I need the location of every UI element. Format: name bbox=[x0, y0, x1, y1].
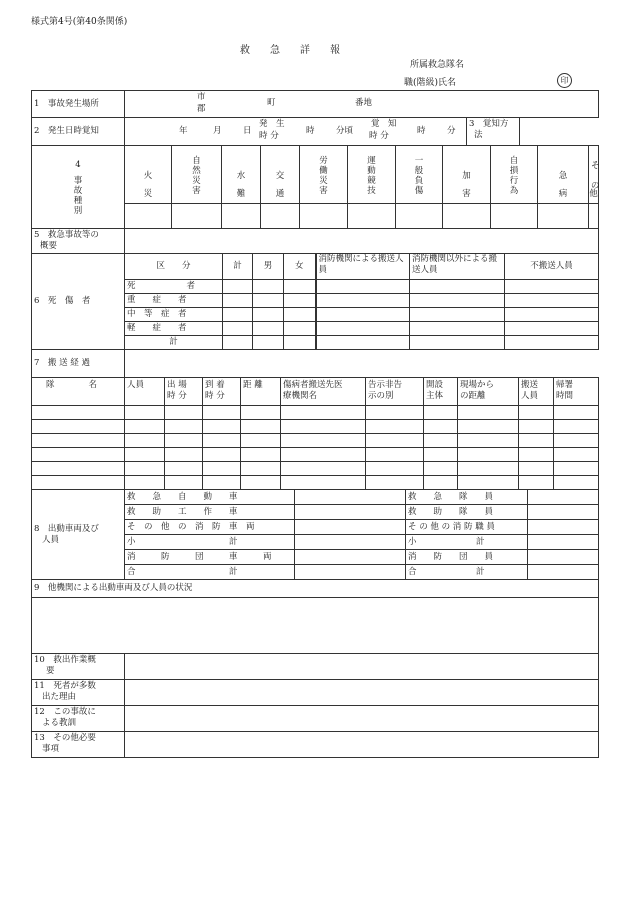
accident-type-char: 運 bbox=[367, 155, 376, 166]
town-label: 町 bbox=[267, 98, 276, 108]
accident-location-label: 1 事故発生場所 bbox=[32, 91, 125, 118]
form-number: 様式第4号(第40条関係) bbox=[31, 17, 128, 27]
casualty-count-cell[interactable] bbox=[253, 280, 284, 294]
personnel-type-label: そ の 他 の 消 防 職 員 bbox=[406, 520, 528, 535]
accident-type-char: 為 bbox=[509, 185, 519, 196]
transport-cell[interactable] bbox=[125, 448, 165, 462]
transport-cell[interactable] bbox=[281, 448, 366, 462]
accident-type-header bbox=[172, 146, 222, 204]
transport-column-header: 傷病者搬送先医 療機関名 bbox=[281, 378, 366, 406]
transport-cell[interactable] bbox=[241, 476, 281, 490]
casualty-count-cell[interactable] bbox=[505, 308, 599, 322]
casualty-female-header: 女 bbox=[284, 254, 316, 280]
accident-type-count-cell[interactable] bbox=[538, 204, 589, 229]
accident-type-char: 働 bbox=[319, 165, 328, 176]
transport-column-header: 搬送 人員 bbox=[519, 378, 554, 406]
accident-type-char: 一 bbox=[414, 155, 424, 166]
form-title: 救 急 詳 報 bbox=[240, 45, 340, 56]
transport-cell[interactable] bbox=[458, 448, 519, 462]
accident-type-char: 別 bbox=[73, 206, 83, 216]
fire-transport-header: 消防機関による搬送人員 bbox=[316, 254, 410, 280]
city-label: 市 bbox=[197, 92, 206, 102]
transport-column-header: 出 場 時 分 bbox=[165, 378, 203, 406]
other-agencies-label: 9 他機関による出動車両及び人員の状況 bbox=[32, 580, 599, 598]
occurrence-label: 発 生 bbox=[259, 119, 285, 129]
accident-type-char: 災 bbox=[192, 175, 201, 186]
lessons-label bbox=[32, 706, 125, 732]
rescue-summary-label bbox=[32, 654, 125, 680]
row-other-agencies bbox=[31, 579, 599, 654]
personnel-count-cell[interactable] bbox=[528, 565, 599, 580]
accident-type-header bbox=[300, 146, 348, 204]
no-transport-header: 不搬送人員 bbox=[505, 254, 599, 280]
accident-type-label bbox=[32, 146, 125, 229]
casualty-category-label: 重 症 者 bbox=[125, 294, 223, 308]
transport-cell[interactable] bbox=[424, 476, 458, 490]
accident-type-char: 般 bbox=[414, 165, 424, 176]
transport-cell[interactable] bbox=[554, 476, 599, 490]
occurrence-time-label: 時 分 bbox=[259, 131, 279, 141]
row-vehicles-personnel bbox=[31, 489, 599, 580]
accident-type-char: 火 bbox=[143, 170, 153, 181]
hour-label: 時 bbox=[306, 126, 315, 136]
vehicle-count-cell[interactable] bbox=[295, 505, 406, 520]
rescue-summary-label-b: 要 bbox=[46, 666, 55, 676]
awareness-method-label bbox=[467, 118, 520, 146]
casualty-count-cell[interactable] bbox=[316, 308, 410, 322]
casualty-count-cell[interactable] bbox=[223, 308, 253, 322]
transport-cell[interactable] bbox=[241, 448, 281, 462]
accident-location-field[interactable] bbox=[125, 91, 599, 118]
casualty-category-header: 区 分 bbox=[125, 254, 223, 280]
vehicle-count-cell[interactable] bbox=[295, 550, 406, 565]
row-summary bbox=[31, 228, 599, 254]
accident-type-char: 動 bbox=[367, 165, 376, 176]
casualty-count-cell[interactable] bbox=[223, 322, 253, 336]
transport-cell[interactable] bbox=[203, 476, 241, 490]
transport-cell[interactable] bbox=[424, 434, 458, 448]
row-transport-progress bbox=[31, 349, 599, 378]
vehicle-type-label: 小 計 bbox=[125, 535, 295, 550]
accident-type-header bbox=[396, 146, 443, 204]
transport-cell[interactable] bbox=[125, 420, 165, 434]
row-final-sections bbox=[31, 653, 599, 758]
transport-column-header: 到 着 時 分 bbox=[203, 378, 241, 406]
transport-cell[interactable] bbox=[125, 462, 165, 476]
rescue-summary-label-a: 10 救出作業概 bbox=[34, 655, 96, 665]
vehicle-count-cell[interactable] bbox=[295, 565, 406, 580]
casualty-count-cell[interactable] bbox=[316, 336, 410, 350]
vehicle-type-label: 救 助 工 作 車 bbox=[125, 505, 295, 520]
accident-type-char: 害 bbox=[192, 185, 201, 196]
transport-column-header: 開設 主体 bbox=[424, 378, 458, 406]
personnel-type-label: 救 急 隊 員 bbox=[406, 490, 528, 505]
casualty-category-label: 中 等 症 者 bbox=[125, 308, 223, 322]
personnel-type-label: 小 計 bbox=[406, 535, 528, 550]
casualty-count-cell[interactable] bbox=[253, 308, 284, 322]
day-label: 日 bbox=[243, 126, 252, 136]
accident-type-header bbox=[491, 146, 538, 204]
transport-cell[interactable] bbox=[366, 434, 424, 448]
casualty-count-cell[interactable] bbox=[410, 308, 505, 322]
vehicle-type-label: 消 防 団 車 両 bbox=[125, 550, 295, 565]
casualty-total-header: 計 bbox=[223, 254, 253, 280]
month-label: 月 bbox=[213, 126, 222, 136]
accident-type-count-cell[interactable] bbox=[396, 204, 443, 229]
row-accident-location bbox=[31, 90, 599, 118]
casualty-count-cell[interactable] bbox=[410, 280, 505, 294]
county-label: 郡 bbox=[197, 104, 206, 114]
accident-type-header bbox=[222, 146, 261, 204]
casualty-count-cell[interactable] bbox=[223, 280, 253, 294]
transport-cell[interactable] bbox=[125, 406, 165, 420]
accident-type-char: 技 bbox=[367, 185, 376, 196]
accident-type-count-cell[interactable] bbox=[222, 204, 261, 229]
accident-type-char: 災 bbox=[319, 175, 328, 186]
accident-type-char: 労 bbox=[319, 155, 328, 166]
accident-type-char: 急 bbox=[558, 170, 568, 181]
accident-type-count-cell[interactable] bbox=[300, 204, 348, 229]
other-matters-field[interactable] bbox=[125, 732, 599, 758]
transport-cell[interactable] bbox=[125, 476, 165, 490]
accident-type-char: 加 bbox=[462, 170, 471, 181]
transport-cell[interactable] bbox=[281, 462, 366, 476]
transport-cell[interactable] bbox=[281, 420, 366, 434]
accident-type-char: 種 bbox=[73, 196, 83, 206]
accident-type-header bbox=[443, 146, 491, 204]
casualty-count-cell[interactable] bbox=[284, 294, 316, 308]
accident-type-char: 病 bbox=[558, 189, 568, 199]
other-transport-header: 消防機関以外による搬送人員 bbox=[410, 254, 505, 280]
transport-cell[interactable] bbox=[32, 406, 125, 420]
accident-type-char: 害 bbox=[462, 189, 471, 199]
accident-type-char: 競 bbox=[367, 175, 376, 186]
transport-table bbox=[31, 377, 599, 490]
deaths-reason-label-b: 出た理由 bbox=[42, 692, 77, 702]
accident-type-char: 行 bbox=[509, 175, 519, 186]
transport-cell[interactable] bbox=[165, 406, 203, 420]
accident-type-header bbox=[125, 146, 172, 204]
transport-column-header: 距 離 bbox=[241, 378, 281, 406]
datetime-field[interactable] bbox=[125, 118, 467, 146]
vehicle-count-cell[interactable] bbox=[295, 535, 406, 550]
accident-type-count-cell[interactable] bbox=[348, 204, 396, 229]
year-label: 年 bbox=[179, 126, 188, 136]
transport-cell[interactable] bbox=[281, 434, 366, 448]
casualty-count-cell[interactable] bbox=[505, 280, 599, 294]
personnel-count-cell[interactable] bbox=[528, 535, 599, 550]
casualty-count-cell[interactable] bbox=[316, 280, 410, 294]
casualties-label: 6 死 傷 者 bbox=[32, 254, 125, 350]
unit-label: 所属救急隊名 bbox=[410, 60, 465, 70]
accident-type-char bbox=[591, 171, 596, 181]
casualty-category-label: 軽 症 者 bbox=[125, 322, 223, 336]
accident-type-char: 難 bbox=[236, 189, 246, 199]
transport-column-header: 人員 bbox=[125, 378, 165, 406]
row-datetime bbox=[31, 117, 599, 146]
accident-type-char: 災 bbox=[143, 189, 153, 199]
awareness-time-label: 時 分 bbox=[369, 131, 389, 141]
summary-field[interactable] bbox=[125, 229, 599, 254]
transport-cell[interactable] bbox=[458, 462, 519, 476]
accident-type-char: 交 bbox=[275, 170, 285, 181]
transport-cell[interactable] bbox=[165, 434, 203, 448]
awareness-method-label-a: 3 覚知方 bbox=[469, 119, 509, 129]
transport-cell[interactable] bbox=[32, 476, 125, 490]
accident-type-header bbox=[261, 146, 300, 204]
personnel-count-cell[interactable] bbox=[528, 520, 599, 535]
transport-cell[interactable] bbox=[281, 406, 366, 420]
transport-cell[interactable] bbox=[424, 406, 458, 420]
accident-type-char: 自 bbox=[192, 155, 201, 166]
transport-cell[interactable] bbox=[165, 448, 203, 462]
transport-cell[interactable] bbox=[366, 462, 424, 476]
accident-type-header bbox=[538, 146, 589, 204]
personnel-type-label: 救 助 隊 員 bbox=[406, 505, 528, 520]
accident-type-char: 損 bbox=[509, 165, 519, 176]
accident-type-char: 傷 bbox=[414, 185, 424, 196]
awareness-method-label-b: 法 bbox=[474, 130, 483, 140]
transport-cell[interactable] bbox=[32, 434, 125, 448]
vehicles-personnel-label-a: 8 出動車両及び bbox=[34, 523, 99, 534]
lessons-field[interactable] bbox=[125, 706, 599, 732]
other-matters-label-a: 13 その他必要 bbox=[34, 733, 96, 743]
report-form bbox=[31, 90, 599, 758]
accident-type-number: 4 bbox=[75, 160, 81, 170]
casualty-count-cell[interactable] bbox=[410, 322, 505, 336]
transport-cell[interactable] bbox=[32, 448, 125, 462]
transport-cell[interactable] bbox=[241, 462, 281, 476]
accident-type-char: 故 bbox=[73, 186, 83, 196]
rescue-summary-field[interactable] bbox=[125, 654, 599, 680]
casualty-category-label: 死 者 bbox=[125, 280, 223, 294]
datetime-label: 2 発生日時覚知 bbox=[32, 118, 125, 146]
vehicle-type-label: そ の 他 の 消 防 車 両 bbox=[125, 520, 295, 535]
summary-label bbox=[32, 229, 125, 254]
transport-cell[interactable] bbox=[554, 462, 599, 476]
row-accident-type bbox=[31, 145, 599, 229]
casualty-male-header: 男 bbox=[253, 254, 284, 280]
transport-cell[interactable] bbox=[554, 434, 599, 448]
casualty-count-cell[interactable] bbox=[284, 336, 316, 350]
transport-cell[interactable] bbox=[424, 420, 458, 434]
casualty-count-cell[interactable] bbox=[284, 280, 316, 294]
casualty-count-cell[interactable] bbox=[284, 322, 316, 336]
personnel-count-cell[interactable] bbox=[528, 505, 599, 520]
accident-type-count-cell[interactable] bbox=[589, 204, 599, 229]
seal-stamp: 印 bbox=[557, 73, 572, 88]
transport-cell[interactable] bbox=[203, 462, 241, 476]
personnel-type-label: 合 計 bbox=[406, 565, 528, 580]
accident-type-count-cell[interactable] bbox=[172, 204, 222, 229]
casualty-count-cell[interactable] bbox=[316, 294, 410, 308]
deaths-reason-label-a: 11 死者が多数 bbox=[34, 681, 96, 691]
personnel-type-label: 消 防 団 員 bbox=[406, 550, 528, 565]
casualty-count-cell[interactable] bbox=[223, 336, 253, 350]
vehicle-count-cell[interactable] bbox=[295, 520, 406, 535]
transport-column-header: 告示非告 示の別 bbox=[366, 378, 424, 406]
casualty-count-cell[interactable] bbox=[253, 336, 284, 350]
accident-type-char: 然 bbox=[192, 165, 201, 176]
other-matters-label-b: 事項 bbox=[42, 744, 60, 754]
transport-cell[interactable] bbox=[458, 406, 519, 420]
casualty-count-cell[interactable] bbox=[410, 294, 505, 308]
lessons-label-b: よる教訓 bbox=[42, 718, 77, 728]
casualty-count-cell[interactable] bbox=[505, 336, 599, 350]
accident-type-count-cell[interactable] bbox=[125, 204, 172, 229]
transport-column-header: 現場から の距離 bbox=[458, 378, 519, 406]
lessons-label-a: 12 この事故に bbox=[34, 707, 96, 717]
awareness-label: 覚 知 bbox=[371, 119, 397, 129]
transport-progress-label: 7 搬 送 経 過 bbox=[32, 350, 125, 378]
transport-cell[interactable] bbox=[203, 434, 241, 448]
accident-type-char: 水 bbox=[236, 170, 246, 181]
accident-type-char: 事 bbox=[73, 176, 83, 186]
transport-cell[interactable] bbox=[241, 420, 281, 434]
casualty-category-label: 計 bbox=[125, 336, 223, 350]
accident-type-char: 負 bbox=[414, 175, 424, 186]
transport-cell[interactable] bbox=[203, 448, 241, 462]
transport-cell[interactable] bbox=[519, 448, 554, 462]
transport-cell[interactable] bbox=[281, 476, 366, 490]
transport-cell[interactable] bbox=[554, 406, 599, 420]
accident-type-char: 害 bbox=[319, 185, 328, 196]
casualty-count-cell[interactable] bbox=[284, 308, 316, 322]
lot-label: 番地 bbox=[355, 98, 373, 108]
vehicles-personnel-label-b: 人員 bbox=[42, 534, 60, 545]
accident-type-count-cell[interactable] bbox=[491, 204, 538, 229]
minute-label-2: 分 bbox=[447, 126, 456, 136]
accident-type-count-cell[interactable] bbox=[261, 204, 300, 229]
transport-cell[interactable] bbox=[125, 434, 165, 448]
name-label: 職(階級)氏名 bbox=[404, 78, 457, 88]
other-matters-label bbox=[32, 732, 125, 758]
transport-cell[interactable] bbox=[424, 462, 458, 476]
vehicle-count-cell[interactable] bbox=[295, 490, 406, 505]
minute-approx-label: 分頃 bbox=[336, 126, 354, 136]
transport-cell[interactable] bbox=[519, 434, 554, 448]
casualty-count-cell[interactable] bbox=[505, 322, 599, 336]
accident-type-char: 他 bbox=[589, 189, 598, 199]
casualty-count-cell[interactable] bbox=[410, 336, 505, 350]
transport-cell[interactable] bbox=[32, 420, 125, 434]
transport-cell[interactable] bbox=[519, 476, 554, 490]
vehicles-personnel-label bbox=[32, 490, 125, 580]
casualty-count-cell[interactable] bbox=[253, 294, 284, 308]
transport-cell[interactable] bbox=[366, 420, 424, 434]
row-casualties bbox=[31, 253, 599, 350]
accident-type-char: の bbox=[591, 180, 600, 191]
transport-cell[interactable] bbox=[519, 462, 554, 476]
transport-cell[interactable] bbox=[241, 434, 281, 448]
casualty-count-cell[interactable] bbox=[316, 322, 410, 336]
transport-cell[interactable] bbox=[554, 420, 599, 434]
casualty-count-cell[interactable] bbox=[223, 294, 253, 308]
summary-label-a: 5 救急事故等の bbox=[34, 230, 99, 240]
transport-cell[interactable] bbox=[458, 420, 519, 434]
other-agencies-field[interactable] bbox=[32, 598, 599, 654]
casualty-count-cell[interactable] bbox=[253, 322, 284, 336]
personnel-count-cell[interactable] bbox=[528, 550, 599, 565]
accident-type-char: 自 bbox=[509, 155, 519, 166]
transport-cell[interactable] bbox=[165, 476, 203, 490]
transport-cell[interactable] bbox=[554, 448, 599, 462]
transport-cell[interactable] bbox=[519, 420, 554, 434]
accident-type-header bbox=[348, 146, 396, 204]
transport-cell[interactable] bbox=[366, 448, 424, 462]
awareness-method-field[interactable] bbox=[520, 118, 600, 146]
accident-type-count-cell[interactable] bbox=[443, 204, 491, 229]
casualty-count-cell[interactable] bbox=[505, 294, 599, 308]
transport-cell[interactable] bbox=[165, 462, 203, 476]
transport-cell[interactable] bbox=[519, 406, 554, 420]
transport-column-header: 隊 名 bbox=[32, 378, 125, 406]
transport-cell[interactable] bbox=[203, 406, 241, 420]
transport-column-header: 帰署 時間 bbox=[554, 378, 599, 406]
vehicle-type-label: 合 計 bbox=[125, 565, 295, 580]
transport-cell[interactable] bbox=[366, 406, 424, 420]
hour-label-2: 時 bbox=[417, 126, 426, 136]
transport-cell[interactable] bbox=[203, 420, 241, 434]
transport-cell[interactable] bbox=[241, 406, 281, 420]
personnel-count-cell[interactable] bbox=[528, 490, 599, 505]
transport-cell[interactable] bbox=[165, 420, 203, 434]
transport-cell[interactable] bbox=[458, 434, 519, 448]
transport-cell[interactable] bbox=[458, 476, 519, 490]
accident-type-header bbox=[589, 146, 599, 204]
deaths-reason-field[interactable] bbox=[125, 680, 599, 706]
accident-type-char: そ bbox=[591, 160, 600, 171]
transport-cell[interactable] bbox=[424, 448, 458, 462]
transport-progress-field[interactable] bbox=[125, 350, 600, 378]
accident-type-char: 通 bbox=[275, 189, 285, 199]
summary-label-b: 概要 bbox=[40, 241, 58, 251]
transport-cell[interactable] bbox=[32, 462, 125, 476]
transport-cell[interactable] bbox=[366, 476, 424, 490]
vehicle-type-label: 救 急 自 動 車 bbox=[125, 490, 295, 505]
deaths-reason-label bbox=[32, 680, 125, 706]
